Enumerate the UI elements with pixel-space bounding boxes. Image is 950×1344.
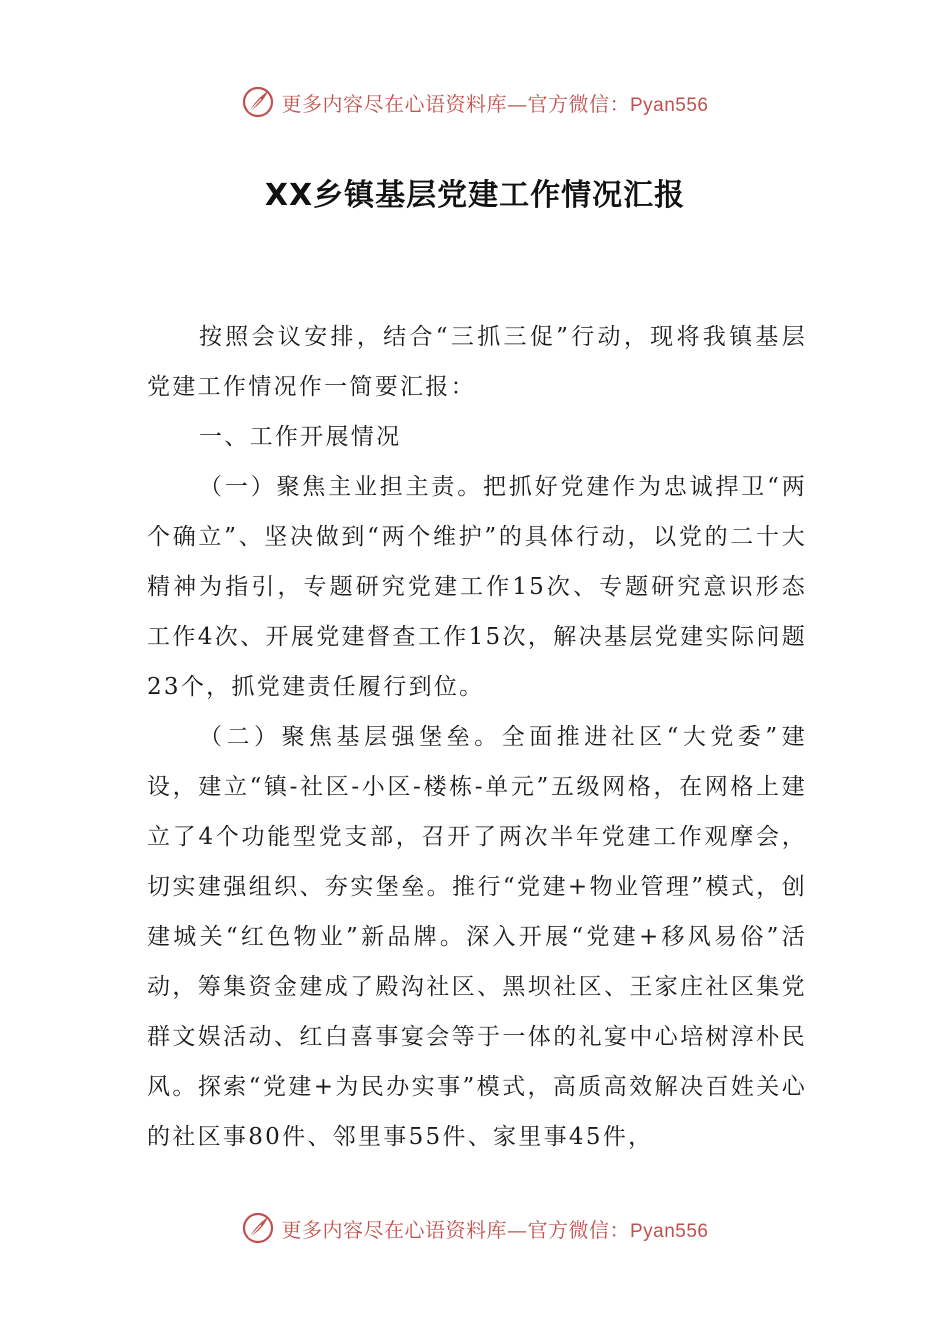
- watermark-text: 更多内容尽在心语资料库—官方微信：Pyan556: [281, 91, 709, 116]
- intro-paragraph: 按照会议安排，结合“三抓三促”行动，现将我镇基层党建工作情况作一简要汇报：: [147, 324, 807, 400]
- feather-pen-circle-icon: [241, 1211, 275, 1245]
- body-paragraph: （一）聚焦主业担主责。把抓好党建作为忠诚捍卫“两个确立”、坚决做到“两个维护”的具体行动，以党的二十大精神为指引，专题研究党建工作15次、专题研究意识形态工作4次、开展党建督查工作15次，解决基层党建实际问题23个，抓党建责任履行到位。: [147, 474, 807, 700]
- watermark-handle: Pyan556: [629, 1220, 709, 1242]
- document-title: XX乡镇基层党建工作情况汇报: [264, 178, 686, 213]
- document-body: [147, 312, 807, 1162]
- footer-watermark: [0, 1208, 950, 1248]
- section-heading: 一、工作开展情况: [199, 424, 402, 450]
- header-watermark: [0, 82, 950, 122]
- watermark-text: 更多内容尽在心语资料库—官方微信：Pyan556: [281, 1217, 709, 1242]
- body-paragraph: （二）聚焦基层强堡垒。全面推进社区“大党委”建设，建立“镇-社区-小区-楼栋-单元”五级网格，在网格上建立了4个功能型党支部，召开了两次半年党建工作观摩会，切实建强组织、夯实堡垒。推行“党建+物业管理”模式，创建城关“红色物业”新品牌。深入开展“党建+移风易俗”活动，筹集资金建成了殿沟社区、黑坝社区、王家庄社区集党群文娱活动、红白喜事宴会等于一体的礼宴中心培树淳朴民风。探索“党建+为民办实事”模式，高质高效解决百姓关心的社区事80件、邻里事55件、家里事45件，: [147, 724, 807, 1150]
- feather-pen-circle-icon: [241, 85, 275, 119]
- watermark-handle: Pyan556: [629, 94, 709, 116]
